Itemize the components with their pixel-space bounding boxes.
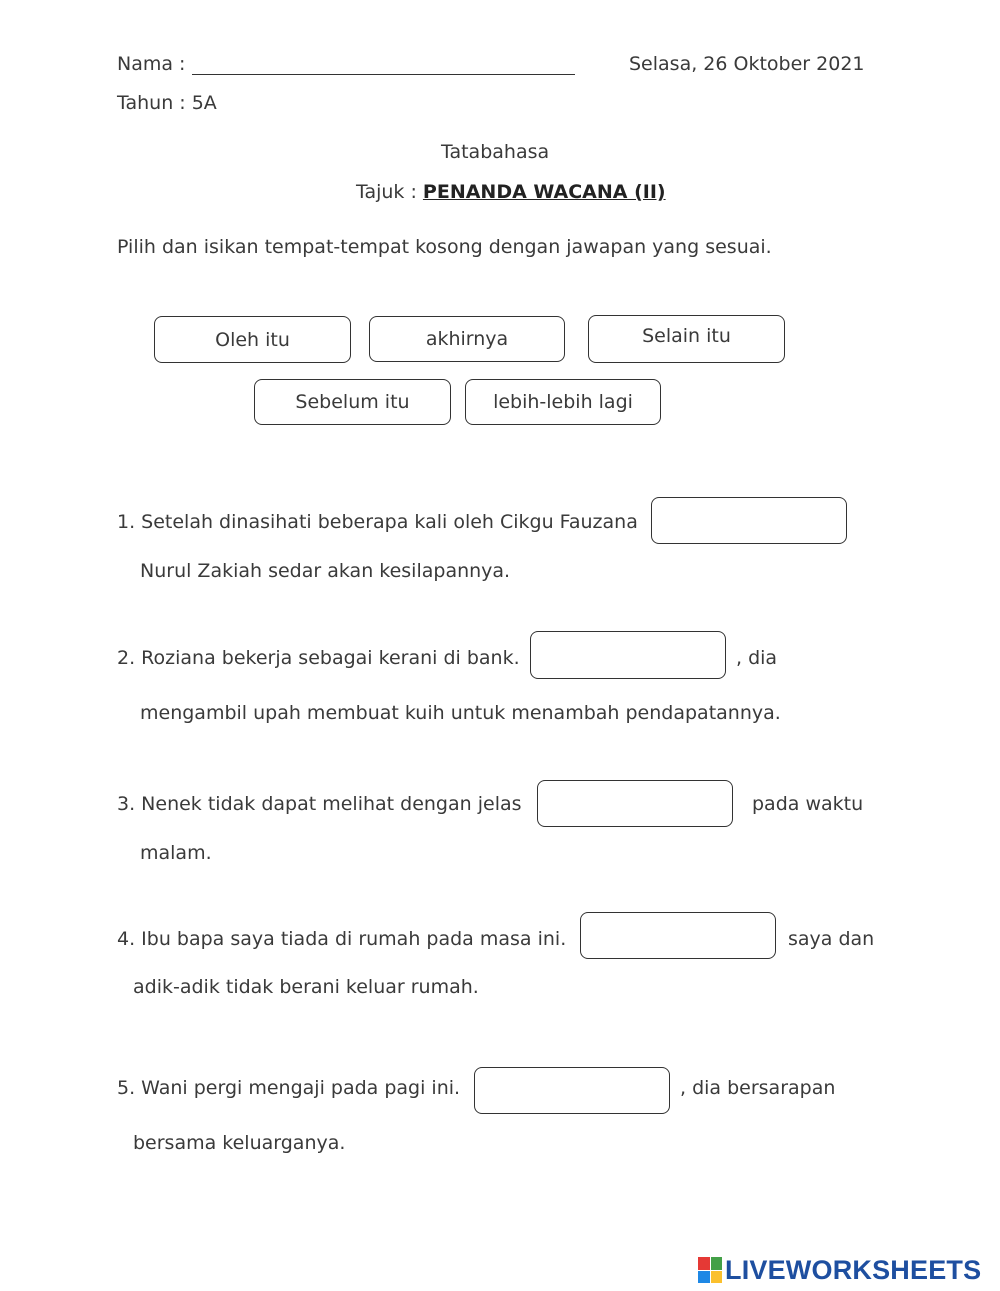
class-label: Tahun : 5A	[117, 92, 217, 114]
question-1-text: 1. Setelah dinasihati beberapa kali oleh Cikgu Fauzana	[117, 511, 638, 533]
question-2-after: , dia	[736, 647, 778, 669]
topic-line	[356, 183, 666, 202]
liveworksheets-logo[interactable]	[698, 1256, 981, 1284]
date-text: Selasa, 26 Oktober 2021	[629, 53, 865, 75]
question-4-after: saya dan	[788, 928, 875, 950]
answer-blank-3[interactable]	[537, 780, 733, 827]
name-label: Nama :	[117, 53, 186, 75]
question-2-line2: mengambil upah membuat kuih untuk menambah pendapatannya.	[140, 702, 781, 724]
question-3-after: pada waktu	[752, 793, 864, 815]
question-4-line2: adik-adik tidak berani keluar rumah.	[133, 976, 479, 998]
word-chip-akhirnya[interactable]: akhirnya	[369, 316, 565, 362]
logo-square-red	[698, 1257, 710, 1270]
word-chip-lebih-lebih-lagi[interactable]: lebih-lebih lagi	[465, 379, 661, 425]
question-4-text: 4. Ibu bapa saya tiada di rumah pada masa ini.	[117, 928, 567, 950]
word-chip-sebelum-itu[interactable]: Sebelum itu	[254, 379, 451, 425]
liveworksheets-logo-icon	[698, 1257, 722, 1283]
subject-title: Tatabahasa	[441, 141, 550, 163]
question-5-after: , dia bersarapan	[680, 1077, 836, 1099]
answer-blank-2[interactable]	[530, 631, 726, 679]
name-line[interactable]	[192, 54, 575, 75]
word-chip-oleh-itu[interactable]: Oleh itu	[154, 316, 351, 363]
word-chip-selain-itu[interactable]: Selain itu	[588, 315, 785, 363]
answer-blank-4[interactable]	[580, 912, 776, 959]
liveworksheets-logo-text: LIVEWORKSHEETS	[725, 1254, 982, 1285]
logo-square-green	[711, 1257, 723, 1270]
question-5-text: 5. Wani pergi mengaji pada pagi ini.	[117, 1077, 461, 1099]
question-2-text: 2. Roziana bekerja sebagai kerani di bank.	[117, 647, 520, 669]
question-1-line2: Nurul Zakiah sedar akan kesilapannya.	[140, 560, 511, 582]
logo-square-blue	[698, 1271, 710, 1284]
question-3-line2: malam.	[140, 842, 212, 864]
question-3-text: 3. Nenek tidak dapat melihat dengan jelas	[117, 793, 522, 815]
answer-blank-5[interactable]	[474, 1067, 670, 1114]
answer-blank-1[interactable]	[651, 497, 847, 544]
logo-square-yellow	[711, 1271, 723, 1284]
instruction-text: Pilih dan isikan tempat-tempat kosong dengan jawapan yang sesuai.	[117, 236, 772, 258]
topic-title: PENANDA WACANA (II)	[422, 181, 666, 203]
topic-prefix: Tajuk :	[356, 181, 417, 203]
question-5-line2: bersama keluarganya.	[133, 1132, 346, 1154]
